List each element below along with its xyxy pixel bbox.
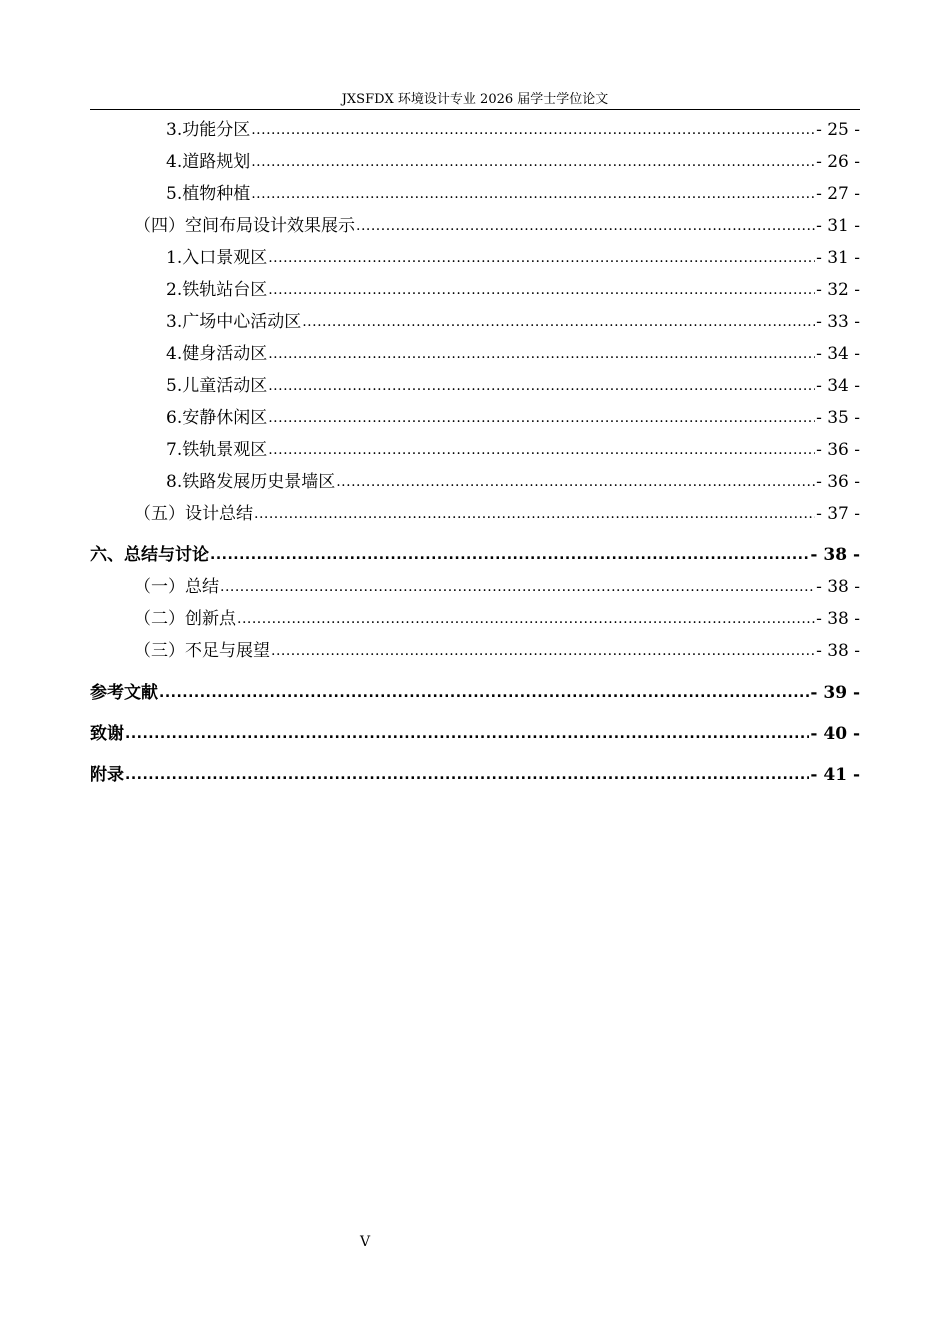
- toc-label: 致谢: [90, 724, 124, 744]
- toc-label: 参考文献: [90, 683, 158, 703]
- toc-entry-1-entrance[interactable]: [90, 245, 860, 271]
- toc-page: - 31 -: [816, 216, 860, 236]
- toc-label: 3.功能分区: [166, 120, 251, 140]
- toc-label: 8.铁路发展历史景墙区: [166, 472, 336, 492]
- toc-page: - 38 -: [810, 545, 860, 565]
- toc-leader: [210, 542, 809, 568]
- toc-entry-acknowledgements[interactable]: [90, 721, 860, 747]
- toc-entry-chapter-6[interactable]: [90, 542, 860, 568]
- toc-entry-5-design-summary[interactable]: [90, 501, 860, 527]
- toc-leader: [125, 762, 809, 788]
- toc-entry-5-planting[interactable]: [90, 181, 860, 207]
- toc-label: （三）不足与展望: [134, 641, 270, 661]
- toc-leader: [268, 341, 815, 367]
- toc-page: - 39 -: [810, 683, 860, 703]
- toc-page: - 36 -: [816, 472, 860, 492]
- toc-leader: [268, 405, 815, 431]
- toc-leader: [254, 501, 815, 527]
- toc-entry-8-history-wall[interactable]: [90, 469, 860, 495]
- toc-page: - 27 -: [816, 184, 860, 204]
- toc-leader: [251, 181, 815, 207]
- toc-page: - 40 -: [810, 724, 860, 744]
- toc-leader: [220, 574, 815, 600]
- toc-page: - 38 -: [816, 641, 860, 661]
- toc-label: 1.入口景观区: [166, 248, 268, 268]
- toc-leader: [268, 437, 815, 463]
- toc-entry-2-platform[interactable]: [90, 277, 860, 303]
- toc-label: 2.铁轨站台区: [166, 280, 268, 300]
- toc-leader: [237, 606, 815, 632]
- toc-label: 5.儿童活动区: [166, 376, 268, 396]
- toc-entry-4-spatial-layout[interactable]: [90, 213, 860, 239]
- toc-page: - 38 -: [816, 609, 860, 629]
- toc-page: - 41 -: [810, 765, 860, 785]
- toc-leader: [302, 309, 815, 335]
- toc-page: - 31 -: [816, 248, 860, 268]
- page-number: V: [359, 1234, 371, 1250]
- toc-entry-3-function-zones[interactable]: [90, 117, 860, 143]
- toc-page: - 32 -: [816, 280, 860, 300]
- running-header: JXSFDX 环境设计专业 2026 届学士学位论文: [341, 92, 609, 107]
- toc-page: - 33 -: [816, 312, 860, 332]
- toc-label: 5.植物种植: [166, 184, 251, 204]
- toc-entry-3-plaza[interactable]: [90, 309, 860, 335]
- toc-entry-7-rail-landscape[interactable]: [90, 437, 860, 463]
- toc-page: - 35 -: [816, 408, 860, 428]
- toc-page: - 37 -: [816, 504, 860, 524]
- toc-page: - 25 -: [816, 120, 860, 140]
- toc-entry-references[interactable]: [90, 680, 860, 706]
- toc-leader: [271, 638, 815, 664]
- toc-entry-5-children[interactable]: [90, 373, 860, 399]
- toc-label: 附录: [90, 765, 124, 785]
- toc-label: 6.安静休闲区: [166, 408, 268, 428]
- toc-entry-6-3-outlook[interactable]: [90, 638, 860, 664]
- toc-label: 六、总结与讨论: [90, 545, 209, 565]
- header-rule: [90, 109, 860, 110]
- toc-entry-6-2-innovation[interactable]: [90, 606, 860, 632]
- toc-page: - 38 -: [816, 577, 860, 597]
- toc-label: （二）创新点: [134, 609, 236, 629]
- toc-label: 4.道路规划: [166, 152, 251, 172]
- toc-label: 3.广场中心活动区: [166, 312, 302, 332]
- toc-leader: [251, 117, 815, 143]
- toc-entry-4-fitness[interactable]: [90, 341, 860, 367]
- toc-leader: [125, 721, 809, 747]
- toc-label: （一）总结: [134, 577, 219, 597]
- toc-entry-4-road-planning[interactable]: [90, 149, 860, 175]
- toc-leader: [159, 680, 809, 706]
- toc-label: （五）设计总结: [134, 504, 253, 524]
- toc-page: - 26 -: [816, 152, 860, 172]
- toc-entry-appendix[interactable]: [90, 762, 860, 788]
- toc-label: （四）空间布局设计效果展示: [134, 216, 355, 236]
- toc-page: - 34 -: [816, 376, 860, 396]
- toc-leader: [251, 149, 815, 175]
- toc-entry-6-quiet[interactable]: [90, 405, 860, 431]
- toc-leader: [356, 213, 815, 239]
- toc-leader: [268, 373, 815, 399]
- toc-page: - 34 -: [816, 344, 860, 364]
- toc-label: 7.铁轨景观区: [166, 440, 268, 460]
- toc-label: 4.健身活动区: [166, 344, 268, 364]
- toc-leader: [336, 469, 815, 495]
- toc-entry-6-1-summary[interactable]: [90, 574, 860, 600]
- toc-leader: [268, 245, 815, 271]
- toc-leader: [268, 277, 815, 303]
- toc-page: - 36 -: [816, 440, 860, 460]
